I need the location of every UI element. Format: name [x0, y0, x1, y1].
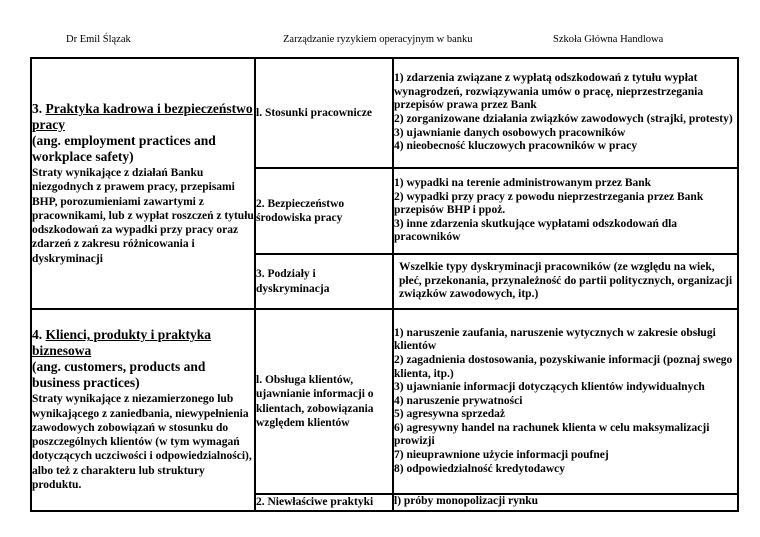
category-cell-customers: [31, 309, 255, 511]
list-item: 3) ujawnianie danych osobowych pracowników: [394, 126, 626, 139]
list-item: 4) nieobecność kluczowych pracowników w pracy: [394, 140, 638, 153]
table-row: [31, 58, 738, 168]
list-item: 7) nieuprawnione użycie informacji poufnej: [394, 449, 609, 462]
event-list-cell: [393, 494, 738, 511]
event-list-cell: [393, 168, 738, 254]
list-item: 3) ujawnianie informacji dotyczących klientów indywidualnych: [394, 381, 705, 394]
category-title-underlined: Klienci, produkty i praktyka biznesowa: [32, 327, 212, 359]
category-number: 4.: [32, 327, 43, 343]
category-description: Straty wynikające z działań Banku niezgodnych z prawem pracy, przepisami BHP, porozumieniami zawartymi z pracownikami, lub z wypłat roszczeń z tytułu odszkodowań za wypadki przy pracy oraz zdarzeń z zakresu różnicowania i dyskryminacji: [32, 166, 254, 265]
event-list-cell: [393, 58, 738, 168]
event-list-cell: [393, 254, 738, 309]
list-item: 1) naruszenie zaufania, naruszenie wytycznych w zakresie obsługi klientów: [394, 326, 716, 353]
subcategory-cell: 3. Podziały i dyskryminacja: [255, 254, 393, 309]
list-item: l) próby monopolizacji rynku: [394, 495, 539, 508]
category-title-underlined: Praktyka kadrowa i bezpieczeństwo pracy: [32, 100, 253, 132]
category-title: [32, 101, 254, 133]
category-title: [32, 327, 254, 359]
list-item: 6) agresywny handel na rachunek klienta w celu maksymalizacji prowizji: [394, 421, 710, 448]
list-item: 5) agresywna sprzedaż: [394, 408, 505, 421]
category-number: 3.: [32, 100, 43, 116]
header-school: Szkoła Główna Handlowa: [553, 34, 664, 45]
subcategory-cell: l. Obsługa klientów, ujawnianie informacji o klientach, zobowiązania względem klientów: [255, 309, 393, 494]
subcategory-cell: l. Stosunki pracownicze: [255, 58, 393, 168]
list-item: 4) naruszenie prywatności: [394, 394, 523, 407]
list-item: 2) zorganizowane działania związków zawodowych (strajki, protesty): [394, 113, 733, 125]
header-author: Dr Emil Ślązak: [66, 34, 131, 45]
list-item: 8) odpowiedzialność kredytodawcy: [394, 462, 566, 475]
list-item: 1) zdarzenia związane z wypłatą odszkodowań z tytułu wypłat wynagrodzeń, rozwiązywania umów o pracę, nieprzestrzegania przepisów prawa przez Bank: [394, 72, 704, 112]
list-item: 2) zagadnienia dostosowania, pozyskiwanie informacji (poznaj swego klienta, itp.): [394, 353, 733, 380]
header-course-title: Zarządzanie ryzykiem operacyjnym w banku: [283, 34, 473, 45]
event-list-cell: [393, 309, 738, 494]
risk-category-table: [30, 57, 739, 512]
category-cell-employment: [31, 58, 255, 309]
category-english-name: (ang. employment practices and workplace safety): [32, 132, 216, 164]
list-item: 1) wypadki na terenie administrowanym przez Bank: [394, 177, 652, 190]
list-item: Wszelkie typy dyskryminacji pracowników (ze względu na wiek, płeć, przekonania, przynależność do partii politycznych, organizacji związków zawodowych, itp.): [399, 261, 733, 301]
subcategory-cell: 2. Bezpieczeństwo środowiska pracy: [255, 168, 393, 254]
category-description: Straty wynikające z niezamierzonego lub wynikającego z zaniedbania, niewypełnienia zawodowych zobowiązań w stosunku do poszczególnych klientów (w tym wymagań dotyczących uczciwości i odpowiedzialności), albo też z charakteru lub struktury produktu.: [32, 393, 252, 491]
list-item: 3) inne zdarzenia skutkujące wypłatami odszkodowań dla pracowników: [394, 217, 678, 244]
table-row: [31, 309, 738, 494]
category-english-name: (ang. customers, products and business practices): [32, 359, 206, 391]
list-item: 2) wypadki przy pracy z powodu nieprzestrzegania przez Bank przepisów BHP i ppoż.: [394, 190, 704, 217]
subcategory-cell: 2. Niewłaściwe praktyki: [255, 494, 393, 511]
